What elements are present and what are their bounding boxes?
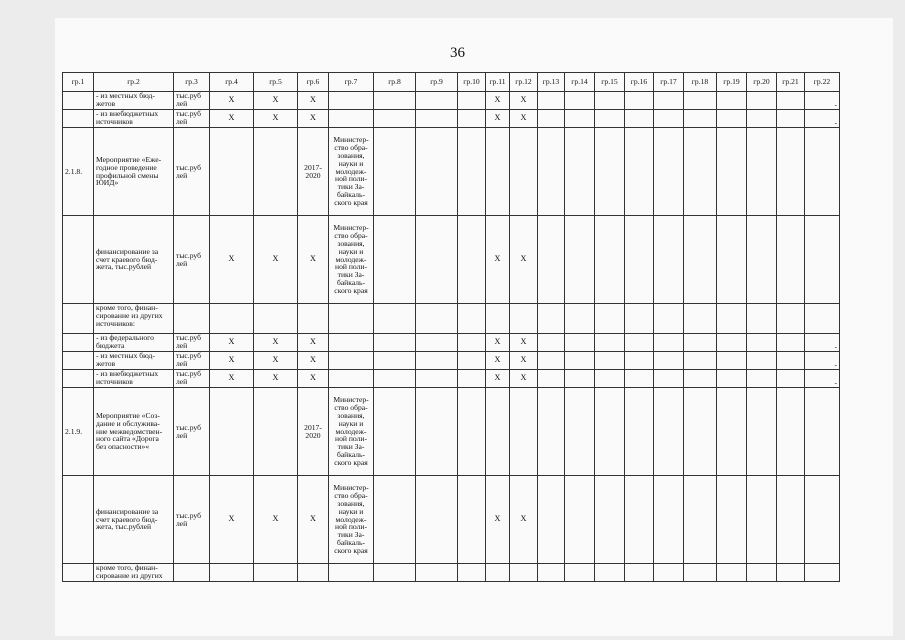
- column-header: гр.14: [565, 73, 595, 92]
- row-code-cell: [63, 370, 94, 388]
- cell-gr14: [565, 110, 595, 128]
- cell-gr12: X: [510, 110, 538, 128]
- cell-gr15: [595, 128, 625, 216]
- table-row: [63, 334, 840, 352]
- cell-gr14: [565, 476, 595, 564]
- column-header: гр.1: [63, 73, 94, 92]
- cell-gr10: [458, 216, 486, 304]
- cell-gr8: [374, 128, 416, 216]
- cell-gr20: [747, 128, 777, 216]
- cell-gr4: X: [210, 370, 254, 388]
- cell-gr21: [777, 370, 805, 388]
- cell-gr22: -: [805, 110, 840, 128]
- cell-gr16: [625, 564, 654, 582]
- cell-gr15: [595, 352, 625, 370]
- column-header: гр.4: [210, 73, 254, 92]
- column-header: гр.12: [510, 73, 538, 92]
- cell-gr13: [538, 388, 565, 476]
- cell-gr7-executor: [329, 110, 374, 128]
- cell-gr9: [416, 388, 458, 476]
- table-row: [63, 216, 840, 304]
- cell-gr10: [458, 370, 486, 388]
- cell-gr5: [254, 564, 298, 582]
- cell-gr11: X: [486, 92, 510, 110]
- row-name-cell: кроме того, финан-сирование из других: [94, 564, 174, 582]
- cell-gr7-executor: [329, 370, 374, 388]
- cell-gr11: X: [486, 476, 510, 564]
- cell-gr12: X: [510, 370, 538, 388]
- column-header: гр.19: [717, 73, 747, 92]
- row-unit-cell: тыс.руб лей: [174, 334, 210, 352]
- cell-gr5: X: [254, 476, 298, 564]
- cell-gr16: [625, 388, 654, 476]
- budget-table: [62, 72, 840, 582]
- cell-gr7-executor: [329, 334, 374, 352]
- cell-gr8: [374, 388, 416, 476]
- cell-gr13: [538, 476, 565, 564]
- cell-gr21: [777, 128, 805, 216]
- cell-gr21: [777, 334, 805, 352]
- row-name-cell: Мероприятие «Еже-годное проведение профильной смены ЮИД»: [94, 128, 174, 216]
- cell-gr17: [654, 476, 684, 564]
- cell-gr14: [565, 304, 595, 334]
- cell-gr7-executor: Министер-ство обра-зования, науки и молодеж-ной поли-тики За-байкаль-ского края: [329, 476, 374, 564]
- cell-gr10: [458, 388, 486, 476]
- cell-gr19: [717, 110, 747, 128]
- table-row: [63, 304, 840, 334]
- cell-gr19: [717, 92, 747, 110]
- cell-gr9: [416, 128, 458, 216]
- column-header: гр.5: [254, 73, 298, 92]
- cell-gr4: [210, 304, 254, 334]
- column-header: гр.6: [298, 73, 329, 92]
- cell-gr9: [416, 370, 458, 388]
- cell-gr6: [298, 304, 329, 334]
- cell-gr14: [565, 216, 595, 304]
- column-header: гр.16: [625, 73, 654, 92]
- header-row: [63, 73, 840, 92]
- row-name-cell: - из местных бюд-жетов: [94, 92, 174, 110]
- row-name-cell: - из внебюджетных источников: [94, 370, 174, 388]
- cell-gr21: [777, 564, 805, 582]
- cell-gr12: X: [510, 334, 538, 352]
- cell-gr18: [684, 110, 717, 128]
- cell-gr12: X: [510, 216, 538, 304]
- row-code-cell: 2.1.9.: [63, 388, 94, 476]
- cell-gr18: [684, 388, 717, 476]
- cell-gr15: [595, 388, 625, 476]
- cell-gr19: [717, 334, 747, 352]
- column-header: гр.17: [654, 73, 684, 92]
- cell-gr15: [595, 92, 625, 110]
- row-name-cell: - из местных бюд-жетов: [94, 352, 174, 370]
- cell-gr19: [717, 476, 747, 564]
- cell-gr7-executor: [329, 92, 374, 110]
- table-row: [63, 370, 840, 388]
- cell-gr21: [777, 352, 805, 370]
- cell-gr5: X: [254, 352, 298, 370]
- column-header: гр.7: [329, 73, 374, 92]
- cell-gr19: [717, 216, 747, 304]
- cell-gr8: [374, 304, 416, 334]
- column-header: гр.20: [747, 73, 777, 92]
- cell-gr13: [538, 334, 565, 352]
- cell-gr16: [625, 128, 654, 216]
- cell-gr22: [805, 216, 840, 304]
- cell-gr12: [510, 128, 538, 216]
- row-code-cell: [63, 352, 94, 370]
- cell-gr17: [654, 370, 684, 388]
- cell-gr17: [654, 92, 684, 110]
- cell-gr7-executor: Министер-ство обра-зования, науки и молодеж-ной поли-тики За-байкаль-ского края: [329, 216, 374, 304]
- cell-gr22: [805, 388, 840, 476]
- cell-gr6: X: [298, 110, 329, 128]
- cell-gr14: [565, 92, 595, 110]
- row-unit-cell: тыс.руб лей: [174, 352, 210, 370]
- row-code-cell: 2.1.8.: [63, 128, 94, 216]
- cell-gr8: [374, 352, 416, 370]
- cell-gr8: [374, 476, 416, 564]
- cell-gr16: [625, 304, 654, 334]
- row-name-cell: финансирование за счет краевого бюд-жета, тыс.рублей: [94, 476, 174, 564]
- column-header: гр.3: [174, 73, 210, 92]
- cell-gr10: [458, 110, 486, 128]
- cell-gr8: [374, 564, 416, 582]
- table-row: [63, 92, 840, 110]
- row-unit-cell: [174, 304, 210, 334]
- row-name-cell: - из федерального бюджета: [94, 334, 174, 352]
- cell-gr10: [458, 352, 486, 370]
- cell-gr6: X: [298, 352, 329, 370]
- cell-gr19: [717, 128, 747, 216]
- cell-gr19: [717, 564, 747, 582]
- cell-gr18: [684, 476, 717, 564]
- cell-gr15: [595, 476, 625, 564]
- row-code-cell: [63, 476, 94, 564]
- cell-gr5: [254, 304, 298, 334]
- cell-gr13: [538, 352, 565, 370]
- row-code-cell: [63, 304, 94, 334]
- row-unit-cell: тыс.руб лей: [174, 92, 210, 110]
- cell-gr14: [565, 352, 595, 370]
- table-row: [63, 110, 840, 128]
- cell-gr20: [747, 334, 777, 352]
- cell-gr15: [595, 370, 625, 388]
- cell-gr5: [254, 128, 298, 216]
- cell-gr5: X: [254, 110, 298, 128]
- cell-gr5: [254, 388, 298, 476]
- column-header: гр.22: [805, 73, 840, 92]
- cell-gr13: [538, 564, 565, 582]
- cell-gr16: [625, 92, 654, 110]
- cell-gr17: [654, 110, 684, 128]
- cell-gr4: [210, 388, 254, 476]
- table-row: [63, 564, 840, 582]
- cell-gr10: [458, 476, 486, 564]
- cell-gr9: [416, 92, 458, 110]
- cell-gr16: [625, 334, 654, 352]
- cell-gr14: [565, 370, 595, 388]
- cell-gr11: [486, 304, 510, 334]
- cell-gr20: [747, 352, 777, 370]
- cell-gr7-executor: [329, 352, 374, 370]
- cell-gr16: [625, 370, 654, 388]
- cell-gr8: [374, 110, 416, 128]
- cell-gr21: [777, 476, 805, 564]
- column-header: гр.18: [684, 73, 717, 92]
- cell-gr18: [684, 304, 717, 334]
- cell-gr10: [458, 304, 486, 334]
- cell-gr7-executor: [329, 564, 374, 582]
- cell-gr6: X: [298, 216, 329, 304]
- cell-gr13: [538, 128, 565, 216]
- column-header: гр.21: [777, 73, 805, 92]
- cell-gr8: [374, 216, 416, 304]
- row-name-cell: кроме того, финан-сирование из других источников:: [94, 304, 174, 334]
- cell-gr18: [684, 92, 717, 110]
- row-unit-cell: тыс.руб лей: [174, 476, 210, 564]
- cell-gr4: X: [210, 334, 254, 352]
- cell-gr20: [747, 476, 777, 564]
- cell-gr13: [538, 304, 565, 334]
- cell-gr12: X: [510, 476, 538, 564]
- cell-gr22: [805, 304, 840, 334]
- row-unit-cell: тыс.руб лей: [174, 128, 210, 216]
- cell-gr11: X: [486, 110, 510, 128]
- cell-gr13: [538, 110, 565, 128]
- cell-gr9: [416, 304, 458, 334]
- cell-gr22: [805, 476, 840, 564]
- cell-gr7-executor: Министер-ство обра-зования, науки и молодеж-ной поли-тики За-байкаль-ского края: [329, 128, 374, 216]
- cell-gr20: [747, 304, 777, 334]
- row-name-cell: Мероприятие «Соз-дание и обслужива-ние межведомствен-ного сайта «Дорога без опасности»«: [94, 388, 174, 476]
- cell-gr21: [777, 110, 805, 128]
- column-header: гр.15: [595, 73, 625, 92]
- cell-gr18: [684, 334, 717, 352]
- cell-gr22: -: [805, 334, 840, 352]
- cell-gr12: X: [510, 352, 538, 370]
- cell-gr12: X: [510, 92, 538, 110]
- cell-gr14: [565, 564, 595, 582]
- cell-gr21: [777, 388, 805, 476]
- table-row: [63, 352, 840, 370]
- cell-gr6: 2017-2020: [298, 388, 329, 476]
- cell-gr22: -: [805, 352, 840, 370]
- cell-gr19: [717, 370, 747, 388]
- cell-gr15: [595, 110, 625, 128]
- cell-gr21: [777, 304, 805, 334]
- cell-gr5: X: [254, 216, 298, 304]
- cell-gr5: X: [254, 370, 298, 388]
- cell-gr9: [416, 564, 458, 582]
- cell-gr11: [486, 388, 510, 476]
- cell-gr11: X: [486, 352, 510, 370]
- cell-gr22: [805, 128, 840, 216]
- cell-gr18: [684, 370, 717, 388]
- cell-gr18: [684, 352, 717, 370]
- cell-gr15: [595, 564, 625, 582]
- cell-gr7-executor: Министер-ство обра-зования, науки и молодеж-ной поли-тики За-байкаль-ского края: [329, 388, 374, 476]
- cell-gr8: [374, 334, 416, 352]
- cell-gr14: [565, 334, 595, 352]
- table-row: [63, 128, 840, 216]
- cell-gr10: [458, 92, 486, 110]
- column-header: гр.8: [374, 73, 416, 92]
- cell-gr5: X: [254, 334, 298, 352]
- cell-gr16: [625, 352, 654, 370]
- cell-gr19: [717, 388, 747, 476]
- row-unit-cell: тыс.руб лей: [174, 370, 210, 388]
- cell-gr10: [458, 334, 486, 352]
- cell-gr18: [684, 128, 717, 216]
- cell-gr12: [510, 564, 538, 582]
- cell-gr10: [458, 128, 486, 216]
- cell-gr17: [654, 352, 684, 370]
- row-code-cell: [63, 334, 94, 352]
- cell-gr7-executor: [329, 304, 374, 334]
- cell-gr15: [595, 216, 625, 304]
- cell-gr22: [805, 564, 840, 582]
- row-unit-cell: [174, 564, 210, 582]
- cell-gr13: [538, 370, 565, 388]
- row-code-cell: [63, 110, 94, 128]
- row-unit-cell: тыс.руб лей: [174, 110, 210, 128]
- cell-gr14: [565, 128, 595, 216]
- cell-gr22: -: [805, 92, 840, 110]
- cell-gr19: [717, 304, 747, 334]
- cell-gr13: [538, 216, 565, 304]
- cell-gr13: [538, 92, 565, 110]
- cell-gr20: [747, 564, 777, 582]
- cell-gr4: X: [210, 352, 254, 370]
- cell-gr11: X: [486, 216, 510, 304]
- cell-gr8: [374, 370, 416, 388]
- cell-gr4: [210, 128, 254, 216]
- cell-gr17: [654, 216, 684, 304]
- cell-gr19: [717, 352, 747, 370]
- cell-gr9: [416, 110, 458, 128]
- cell-gr17: [654, 564, 684, 582]
- table-row: [63, 476, 840, 564]
- row-code-cell: [63, 564, 94, 582]
- cell-gr16: [625, 216, 654, 304]
- cell-gr22: -: [805, 370, 840, 388]
- cell-gr6: X: [298, 370, 329, 388]
- cell-gr11: [486, 564, 510, 582]
- cell-gr16: [625, 110, 654, 128]
- row-name-cell: - из внебюджетных источников: [94, 110, 174, 128]
- cell-gr17: [654, 388, 684, 476]
- cell-gr4: X: [210, 110, 254, 128]
- cell-gr6: X: [298, 92, 329, 110]
- column-header: гр.13: [538, 73, 565, 92]
- cell-gr9: [416, 352, 458, 370]
- cell-gr12: [510, 388, 538, 476]
- cell-gr17: [654, 128, 684, 216]
- row-unit-cell: тыс.руб лей: [174, 216, 210, 304]
- cell-gr9: [416, 476, 458, 564]
- cell-gr15: [595, 334, 625, 352]
- cell-gr17: [654, 304, 684, 334]
- cell-gr11: X: [486, 334, 510, 352]
- cell-gr12: [510, 304, 538, 334]
- row-code-cell: [63, 216, 94, 304]
- cell-gr20: [747, 388, 777, 476]
- column-header: гр.2: [94, 73, 174, 92]
- cell-gr8: [374, 92, 416, 110]
- cell-gr15: [595, 304, 625, 334]
- cell-gr20: [747, 370, 777, 388]
- page-number: 36: [450, 45, 465, 61]
- cell-gr11: X: [486, 370, 510, 388]
- table-body: [63, 92, 840, 582]
- cell-gr16: [625, 476, 654, 564]
- row-name-cell: финансирование за счет краевого бюд-жета, тыс.рублей: [94, 216, 174, 304]
- cell-gr14: [565, 388, 595, 476]
- cell-gr21: [777, 216, 805, 304]
- cell-gr5: X: [254, 92, 298, 110]
- cell-gr18: [684, 216, 717, 304]
- cell-gr6: X: [298, 334, 329, 352]
- column-header: гр.10: [458, 73, 486, 92]
- cell-gr11: [486, 128, 510, 216]
- cell-gr4: X: [210, 216, 254, 304]
- cell-gr4: [210, 564, 254, 582]
- column-header: гр.9: [416, 73, 458, 92]
- cell-gr4: X: [210, 92, 254, 110]
- column-header: гр.11: [486, 73, 510, 92]
- cell-gr21: [777, 92, 805, 110]
- row-unit-cell: тыс.руб лей: [174, 388, 210, 476]
- row-code-cell: [63, 92, 94, 110]
- cell-gr9: [416, 334, 458, 352]
- table-row: [63, 388, 840, 476]
- cell-gr6: X: [298, 476, 329, 564]
- cell-gr10: [458, 564, 486, 582]
- cell-gr20: [747, 92, 777, 110]
- cell-gr20: [747, 110, 777, 128]
- cell-gr6: [298, 564, 329, 582]
- cell-gr18: [684, 564, 717, 582]
- cell-gr17: [654, 334, 684, 352]
- cell-gr20: [747, 216, 777, 304]
- cell-gr6: 2017-2020: [298, 128, 329, 216]
- cell-gr4: X: [210, 476, 254, 564]
- cell-gr9: [416, 216, 458, 304]
